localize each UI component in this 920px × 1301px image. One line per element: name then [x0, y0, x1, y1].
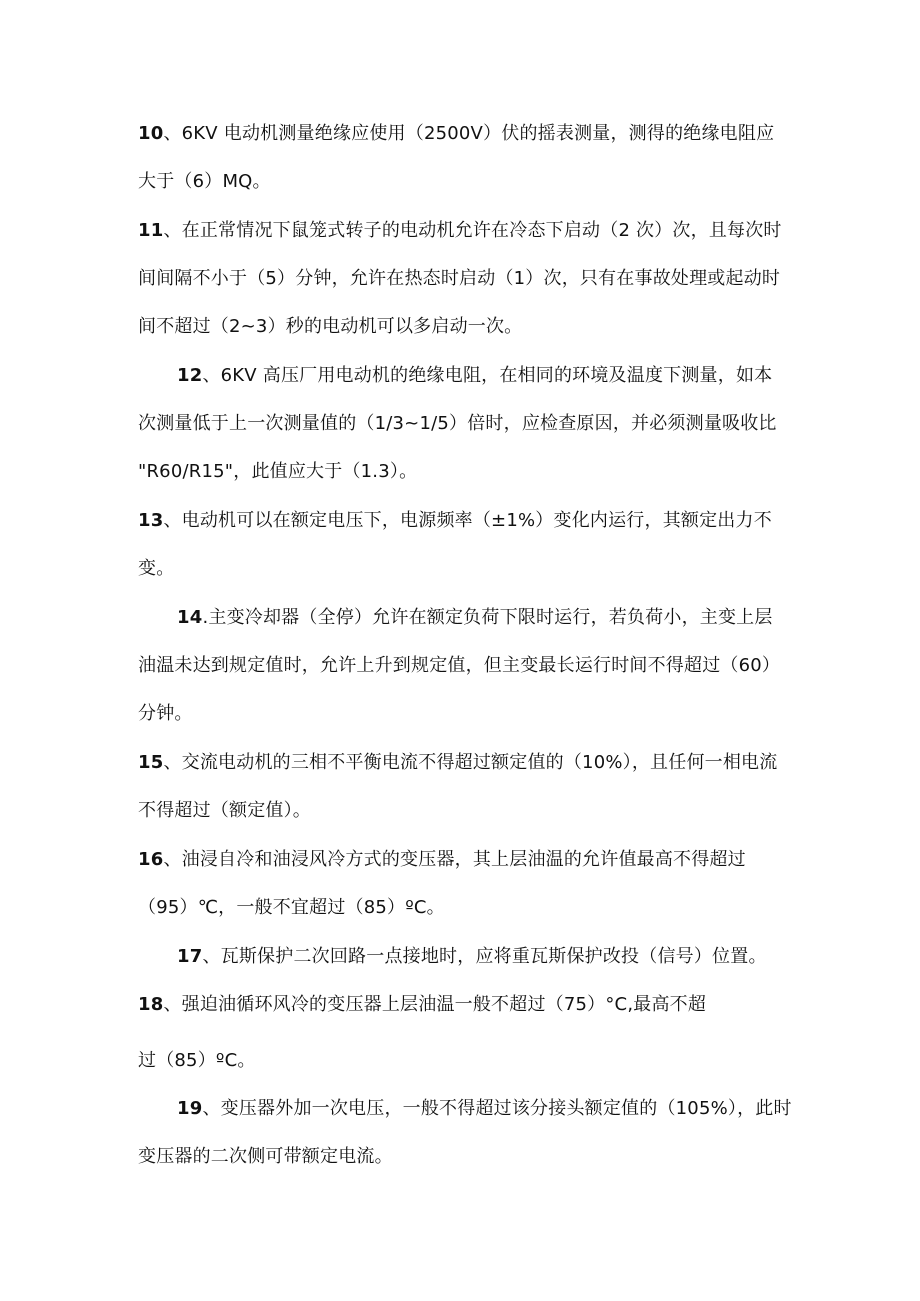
- item-text: 分钟。: [138, 703, 193, 724]
- item-number: 13: [138, 510, 164, 531]
- item-text: （95）℃，一般不宜超过（85）ºC。: [138, 897, 445, 918]
- item-11-line-1: [138, 219, 798, 243]
- item-text: .主变冷却器（全停）允许在额定负荷下限时运行，若负荷小，主变上层: [202, 607, 773, 628]
- item-number: 10: [138, 123, 164, 144]
- item-14-line-1: [177, 606, 837, 630]
- item-number: 19: [177, 1098, 203, 1119]
- item-13-line-1: [138, 509, 798, 533]
- item-18-line-2: [138, 1049, 798, 1073]
- item-15-line-2: [138, 799, 798, 823]
- item-number: 15: [138, 752, 164, 773]
- item-text: 、6KV 高压厂用电动机的绝缘电阻，在相同的环境及温度下测量，如本: [202, 365, 773, 386]
- item-number: 16: [138, 849, 164, 870]
- item-14-line-3: [138, 702, 798, 726]
- item-number: 14: [177, 607, 203, 628]
- item-text: 、在正常情况下鼠笼式转子的电动机允许在冷态下启动（2 次）次，且每次时: [163, 220, 782, 241]
- item-10-line-1: [138, 122, 798, 146]
- item-text: 次测量低于上一次测量值的（1/3~1/5）倍时，应检查原因，并必须测量吸收比: [138, 413, 777, 434]
- item-text: 、交流电动机的三相不平衡电流不得超过额定值的（10%），且任何一相电流: [163, 752, 778, 773]
- item-12-line-3: [138, 460, 798, 484]
- item-14-line-2: [138, 654, 798, 678]
- item-text: 、电动机可以在额定电压下，电源频率（±1%）变化内运行，其额定出力不: [163, 510, 772, 531]
- item-text: 变。: [138, 558, 175, 579]
- item-number: 17: [177, 946, 203, 967]
- item-16-line-2: [138, 896, 798, 920]
- item-12-line-2: [138, 412, 798, 436]
- item-text: 不得超过（额定值）。: [138, 800, 311, 821]
- item-text: 间不超过（2~3）秒的电动机可以多启动一次。: [138, 316, 523, 337]
- item-number: 11: [138, 220, 164, 241]
- item-text: 油温未达到规定值时，允许上升到规定值，但主变最长运行时间不得超过（60）: [138, 655, 781, 676]
- item-17-line-1: [177, 945, 837, 969]
- item-text: 、变压器外加一次电压，一般不得超过该分接头额定值的（105%），此时: [202, 1098, 792, 1119]
- item-16-line-1: [138, 848, 798, 872]
- item-text: "R60/R15"，此值应大于（1.3）。: [138, 461, 418, 482]
- item-text: 、瓦斯保护二次回路一点接地时，应将重瓦斯保护改投（信号）位置。: [202, 946, 767, 967]
- item-text: 、6KV 电动机测量绝缘应使用（2500V）伏的摇表测量，测得的绝缘电阻应: [163, 123, 775, 144]
- item-11-line-2: [138, 267, 798, 291]
- item-text: 、油浸自冷和油浸风冷方式的变压器，其上层油温的允许值最高不得超过: [163, 849, 746, 870]
- item-12-line-1: [177, 364, 837, 388]
- item-text: 过（85）ºC。: [138, 1050, 256, 1071]
- item-text: 间间隔不小于（5）分钟，允许在热态时启动（1）次，只有在事故处理或起动时: [138, 268, 781, 289]
- item-10-line-2: [138, 170, 798, 194]
- item-15-line-1: [138, 751, 798, 775]
- item-11-line-3: [138, 315, 798, 339]
- item-19-line-1: [177, 1097, 837, 1121]
- item-number: 18: [138, 994, 164, 1015]
- item-text: 变压器的二次侧可带额定电流。: [138, 1146, 393, 1167]
- item-text: 、强迫油循环风冷的变压器上层油温一般不超过（75）°C,最高不超: [163, 994, 707, 1015]
- item-13-line-2: [138, 557, 798, 581]
- item-19-line-2: [138, 1145, 798, 1169]
- item-number: 12: [177, 365, 203, 386]
- item-text: 大于（6）MQ。: [138, 171, 271, 192]
- item-18-line-1: [138, 993, 798, 1017]
